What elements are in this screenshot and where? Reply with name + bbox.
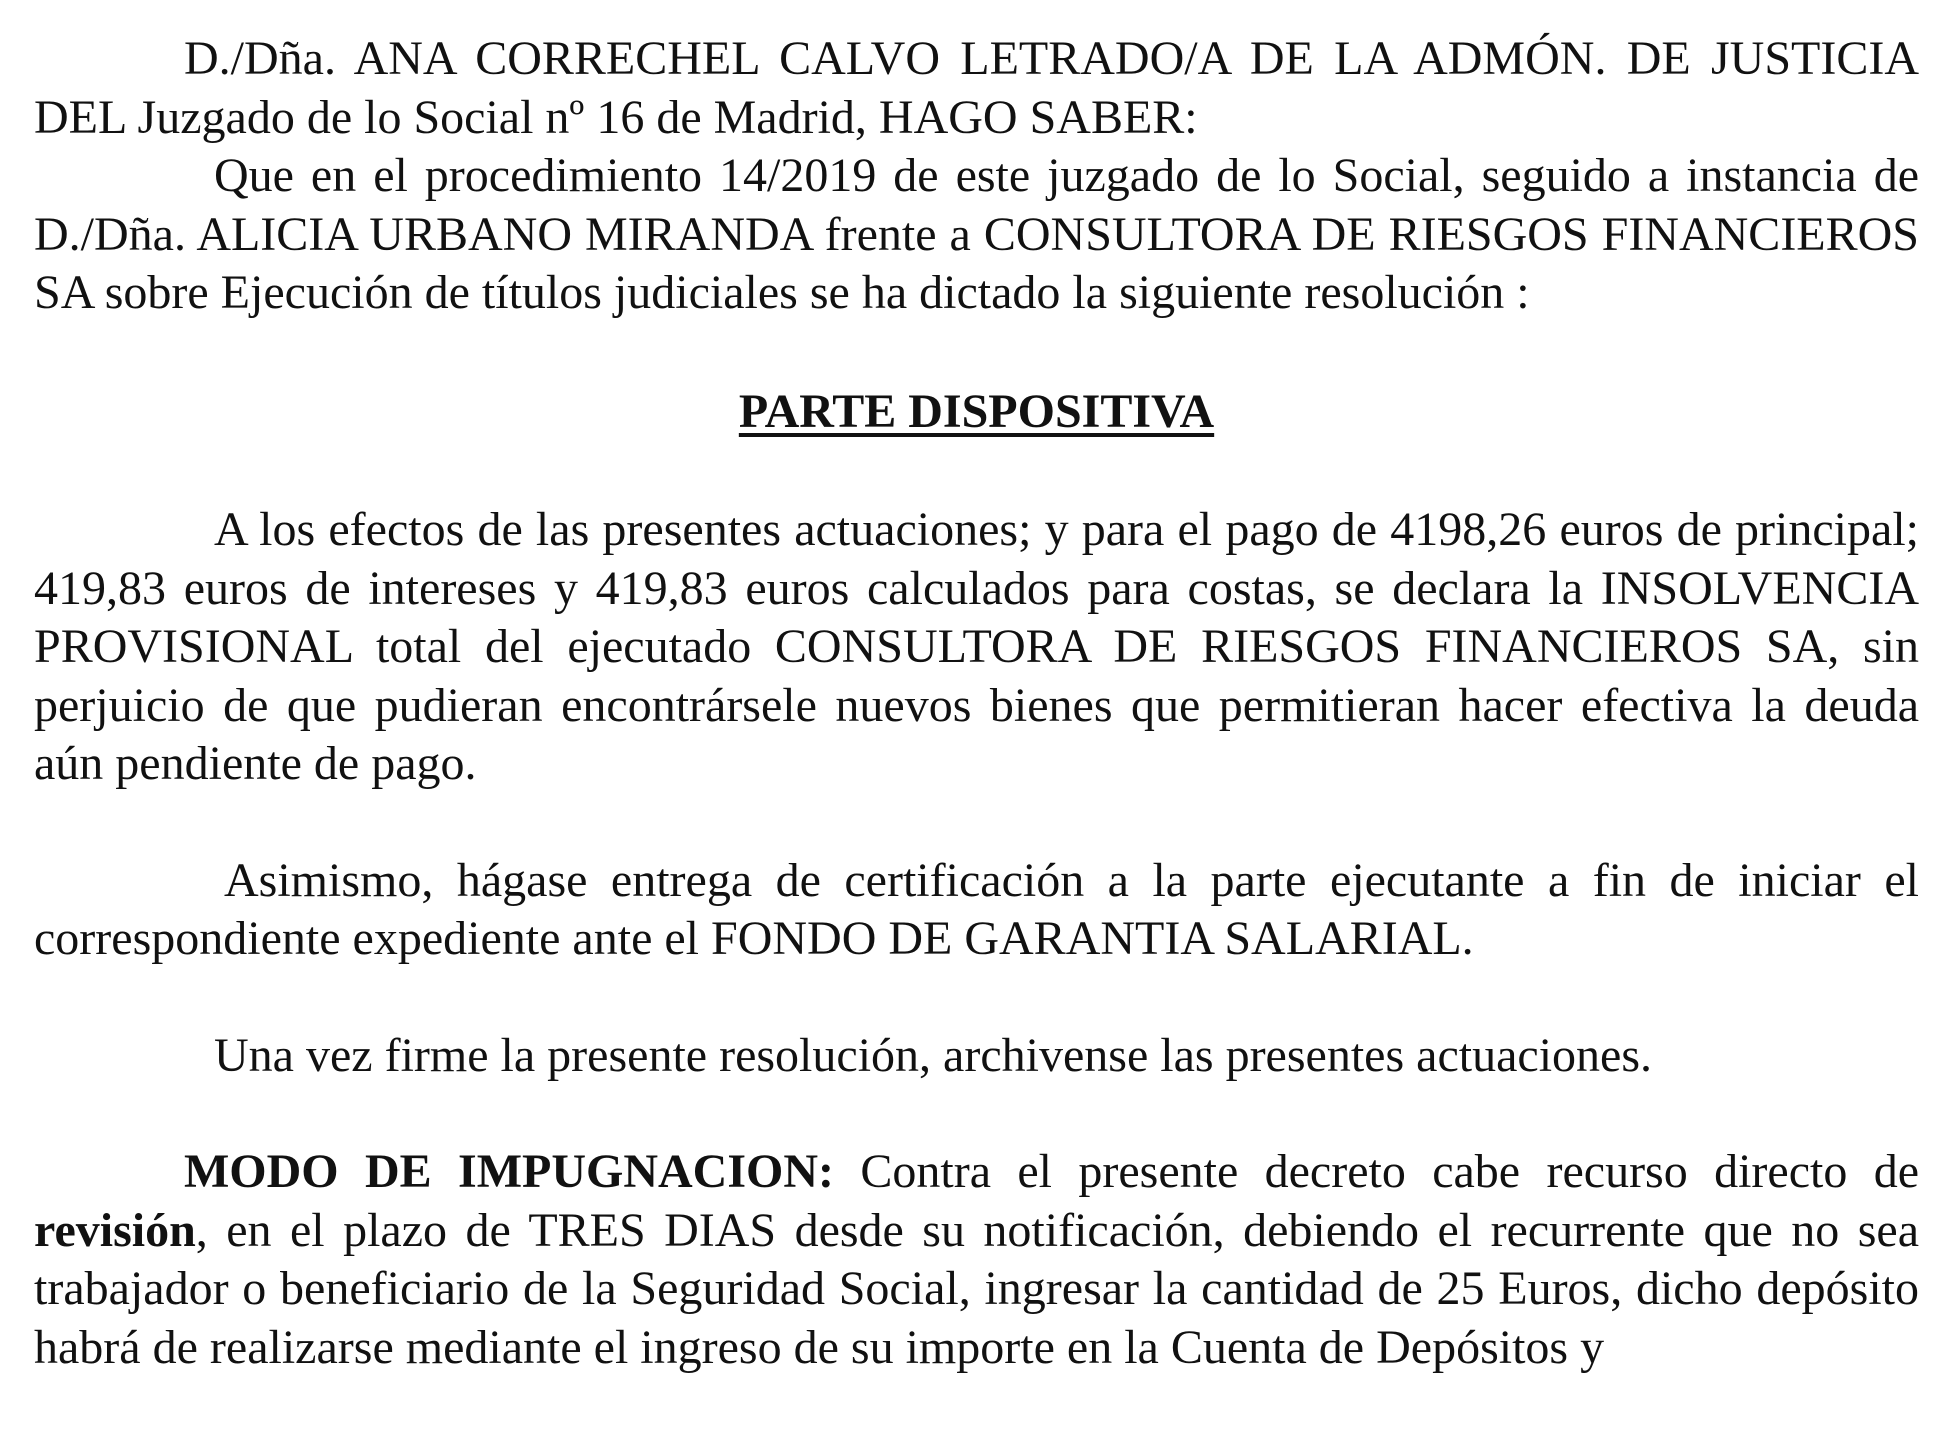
document-page	[34, 30, 1919, 1377]
firme-paragraph: Una vez firme la presente resolución, archivense las presentes actuaciones.	[214, 1028, 1653, 1082]
intro-paragraph: Que en el procedimiento 14/2019 de este juzgado de lo Social, seguido a instancia de D./Dña. ALICIA URBANO MIRANDA frente a CONSULTORA DE RIESGOS FINANCIEROS SA sobre Ejecución de títulos judiciales se ha dictado la siguiente resolución :	[34, 149, 1919, 319]
modo-text-2: , en el plazo de TRES DIAS desde su notificación, debiendo el recurrente que no sea trabajador o beneficiario de la Seguridad Social, ingresar la cantidad de 25 Euros, dicho depósito habrá de realizarse mediante el ingreso de su importe en la Cuenta de Depósitos y	[34, 1203, 1919, 1374]
modo-text-1: Contra el presente decreto cabe recurso directo de	[834, 1145, 1920, 1198]
efectos-paragraph: A los efectos de las presentes actuaciones; y para el pago de 4198,26 euros de principal; 419,83 euros de intereses y 419,83 euros calculados para costas, se declara la INSOLVENCIA PROVISIONAL total del ejecutado CONSULTORA DE RIESGOS FINANCIEROS SA, sin perjuicio de que pudieran encontrársele nuevos bienes que permitieran hacer efectiva la deuda aún pendiente de pago.	[34, 503, 1919, 790]
header-paragraph: D./Dña. ANA CORRECHEL CALVO LETRADO/A DE LA ADMÓN. DE JUSTICIA DEL Juzgado de lo Social nº 16 de Madrid, HAGO SABER:	[34, 32, 1919, 144]
modo-impugnacion-label: MODO DE IMPUGNACION:	[184, 1145, 834, 1198]
asimismo-paragraph: Asimismo, hágase entrega de certificación a la parte ejecutante a fin de iniciar el correspondiente expediente ante el FONDO DE GARANTIA SALARIAL.	[34, 853, 1919, 965]
section-title: PARTE DISPOSITIVA	[738, 384, 1215, 438]
revision-word: revisión	[34, 1203, 196, 1257]
modo-impugnacion-paragraph	[34, 1143, 1919, 1377]
